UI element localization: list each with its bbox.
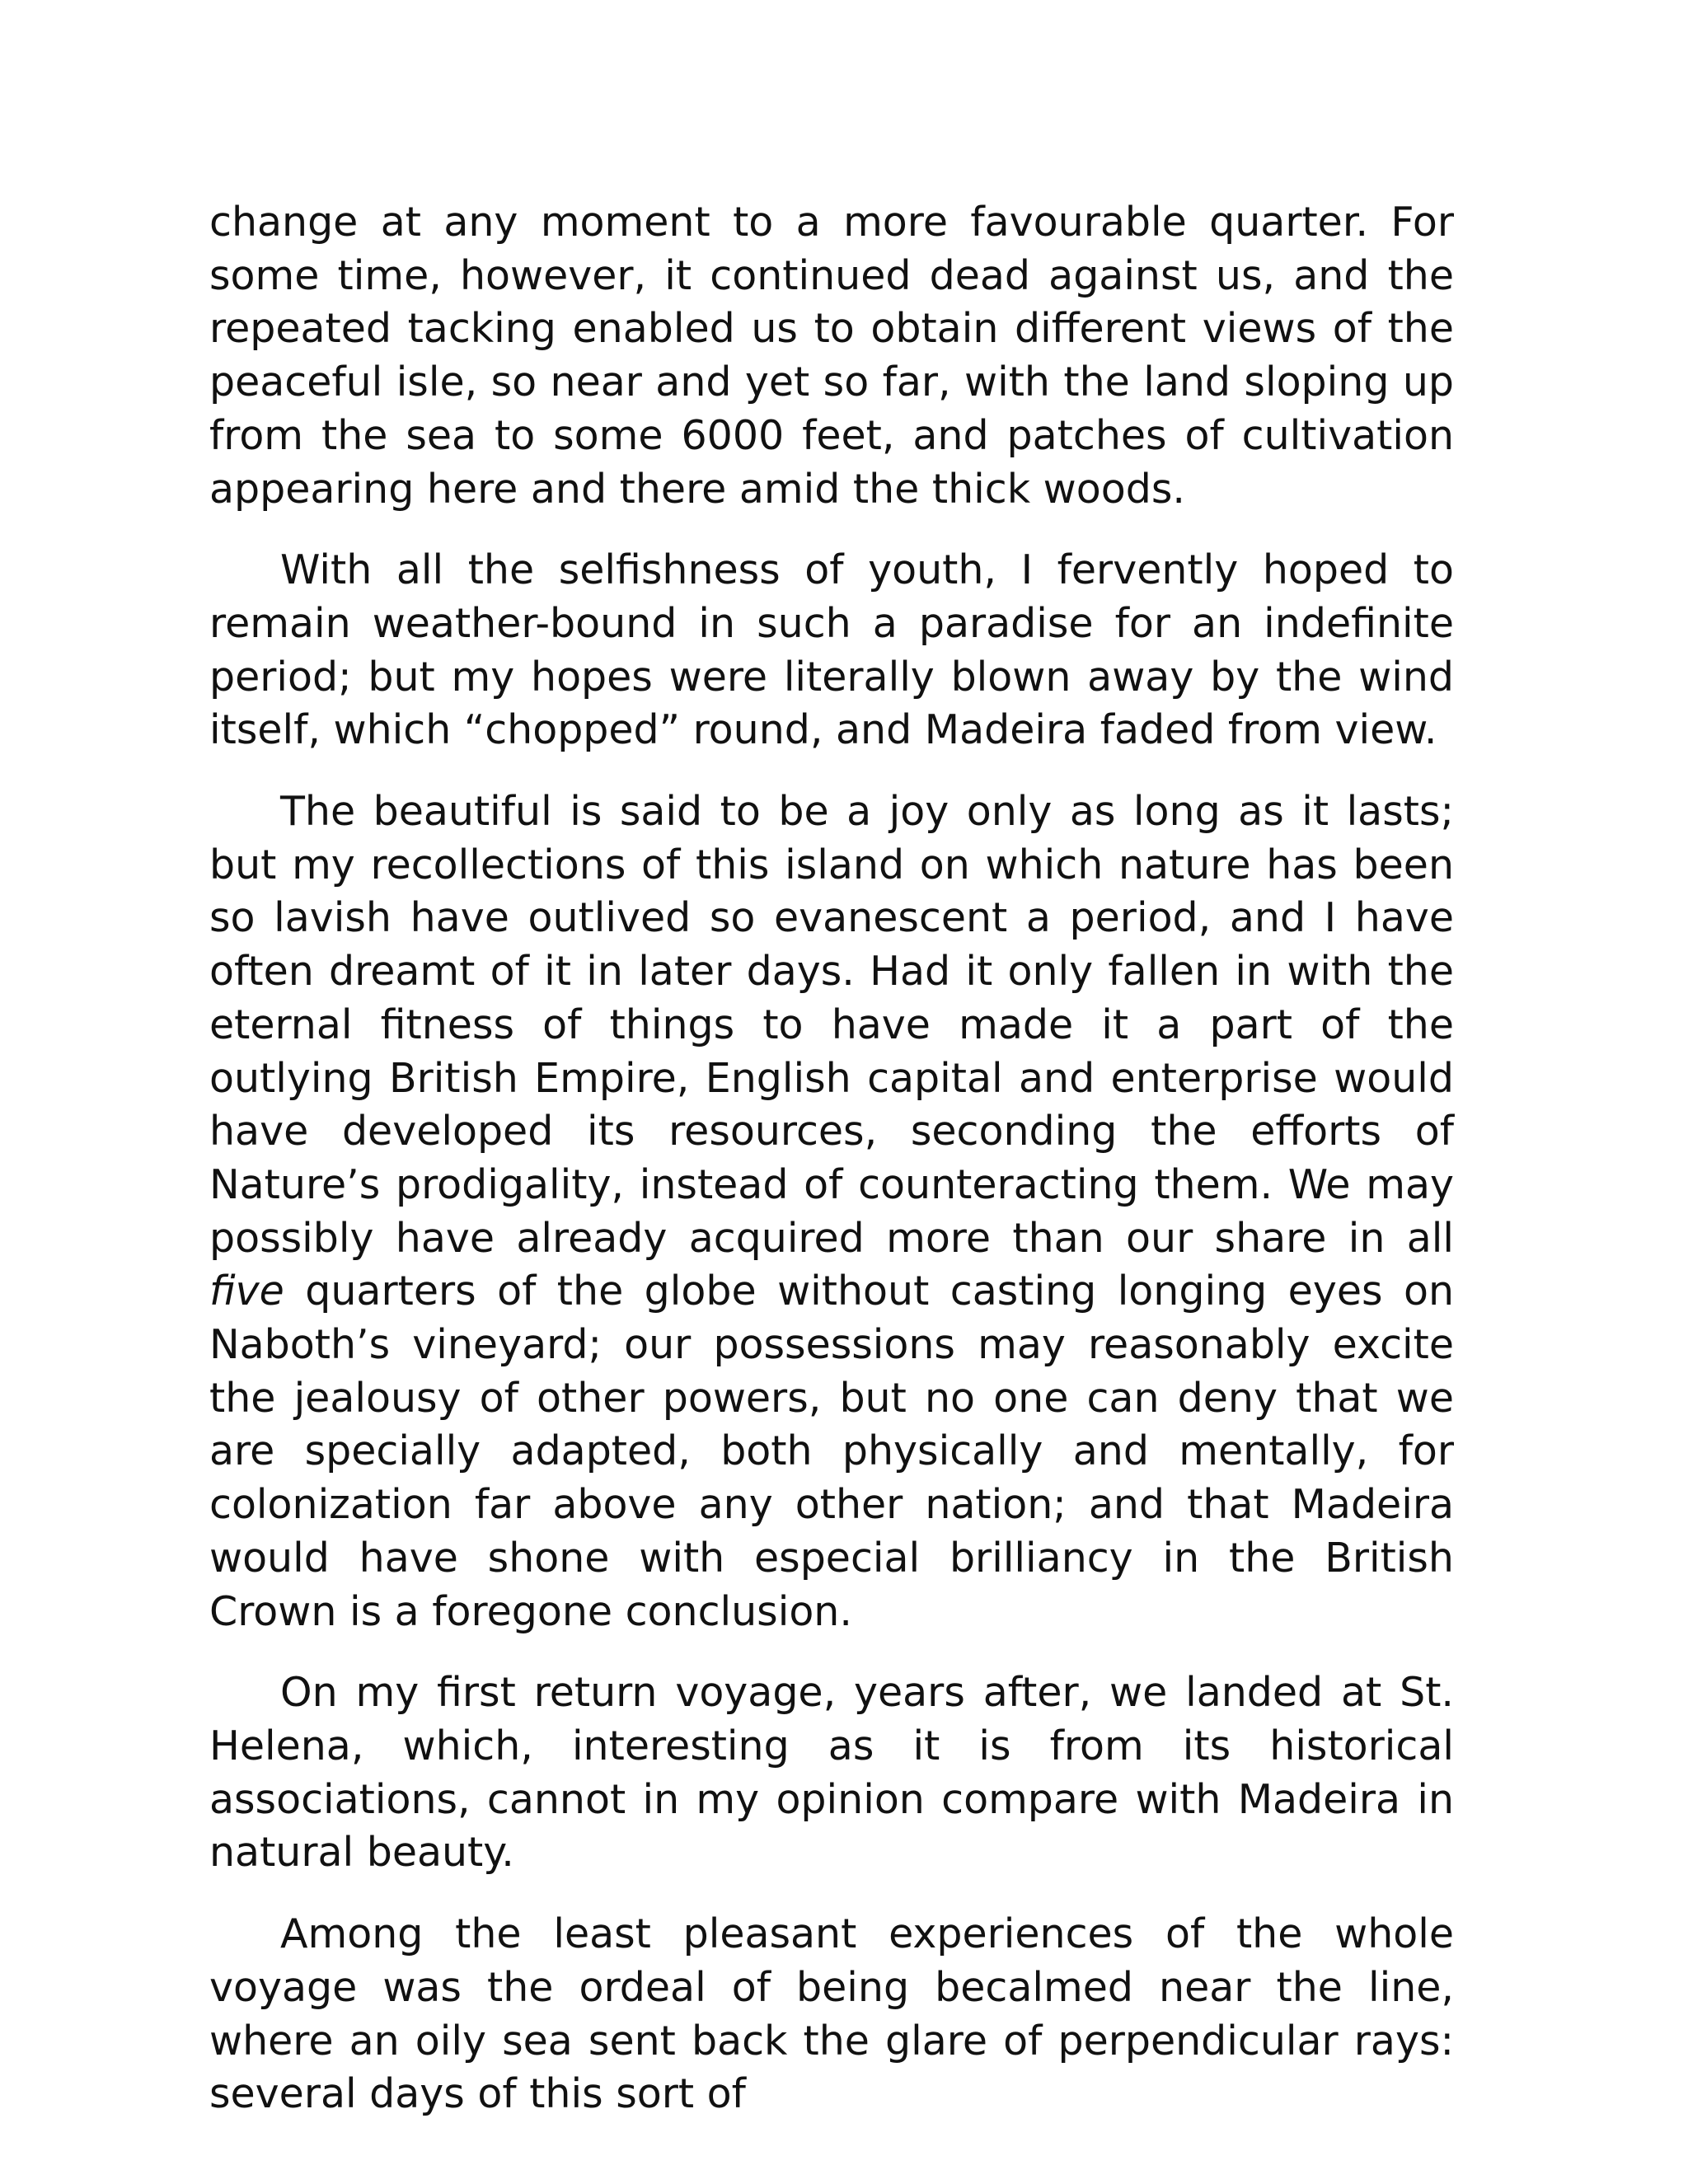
- paragraph-text-segment: The beautiful is said to be a joy only as long as it lasts; but my recollections of this island on which nature has been so lavish have outlived so evanescent a period, and I have often dreamt of it in later days. Had it only fallen in with the eternal fitness of things to have made it a part of the outlying British Empire, English capital and enterprise would have developed its resources, seconding the efforts of Nature’s prodigality, instead of counteracting them. We may possibly have already acquired more than our share in all: [209, 788, 1454, 1262]
- document-page: [209, 196, 1454, 2121]
- paragraph-weather-bound: With all the selfishness of youth, I fervently hoped to remain weather-bound in such a paradise for an indefinite period; but my hopes were literally blown away by the wind itself, which “chopped” round, and Madeira faded from view.: [209, 546, 1454, 754]
- paragraph-continuation: change at any moment to a more favourable quarter. For some time, however, it continued dead against us, and the repeated tacking enabled us to obtain different views of the peaceful isle, so near and yet so far, with the land sloping up from the sea to some 6000 feet, and patches of cultivation appearing here and there amid the thick woods.: [209, 199, 1454, 513]
- paragraph-st-helena: On my first return voyage, years after, we landed at St. Helena, which, interesting as it is from its historical associations, cannot in my opinion compare with Madeira in natural beauty.: [209, 1669, 1454, 1877]
- paragraph-text-segment: quarters of the globe without casting longing eyes on Naboth’s vineyard; our possessions may reasonably excite the jealousy of other powers, but no one can deny that we are specially adapted, both physically and mentally, for colonization far above any other nation; and that Madeira would have shone with especial brilliancy in the British Crown is a foregone conclusion.: [209, 1268, 1454, 1635]
- italic-emphasis: five: [209, 1268, 284, 1315]
- paragraph-recollections: [209, 785, 1454, 1638]
- paragraph-becalmed: Among the least pleasant experiences of the whole voyage was the ordeal of being becalmed near the line, where an oily sea sent back the glare of perpendicular rays: several days of this sort of: [209, 1910, 1454, 2118]
